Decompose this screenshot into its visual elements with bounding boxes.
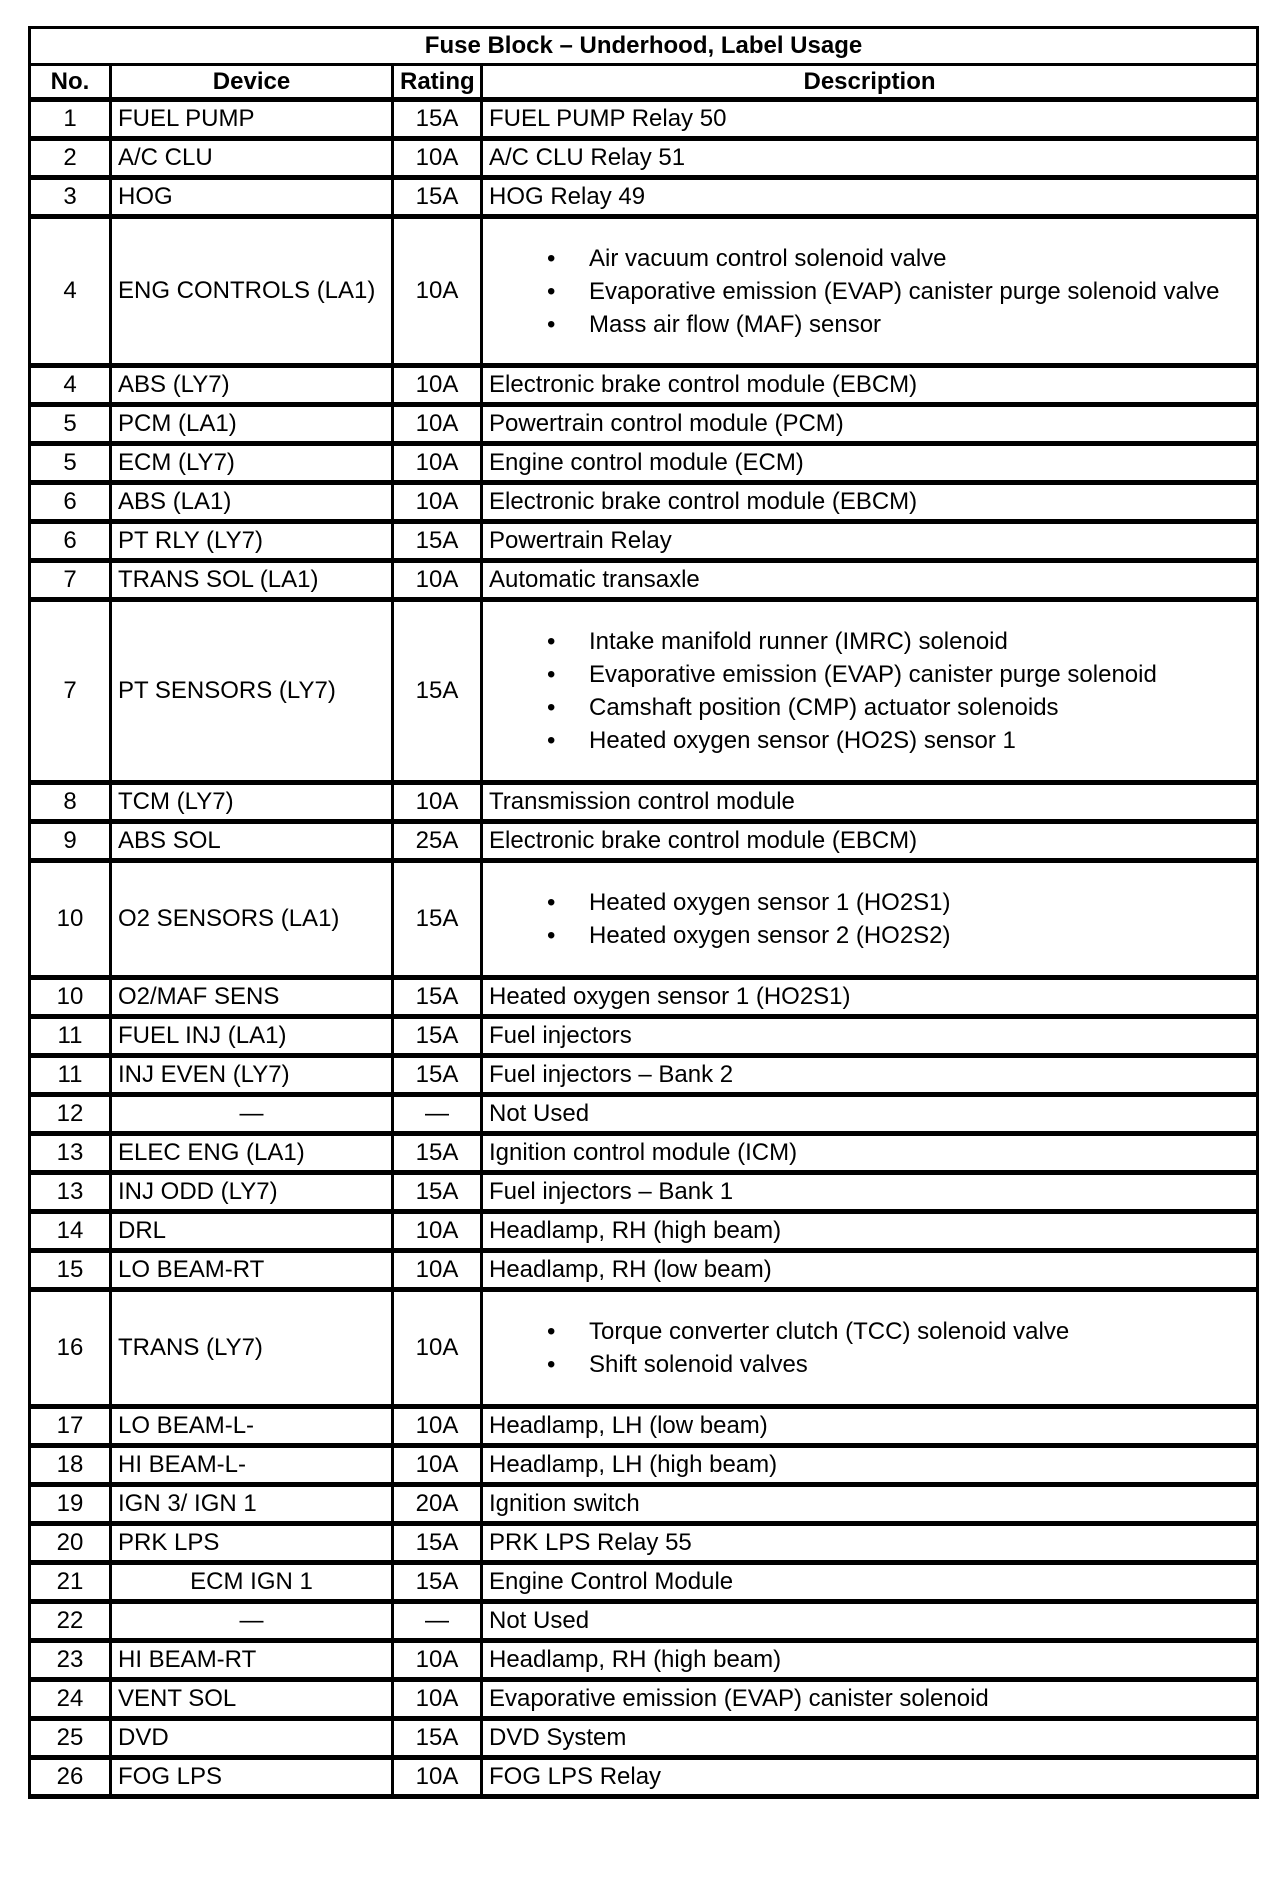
fuse-number: 7: [30, 600, 111, 783]
fuse-number: 11: [30, 1056, 111, 1095]
fuse-number: 12: [30, 1095, 111, 1134]
fuse-description: Electronic brake control module (EBCM): [482, 366, 1258, 405]
fuse-number: 25: [30, 1719, 111, 1758]
fuse-number: 8: [30, 783, 111, 822]
fuse-table-body: [30, 100, 1258, 1797]
fuse-number: 10: [30, 861, 111, 978]
table-row: [30, 405, 1258, 444]
fuse-device: PT RLY (LY7): [111, 522, 393, 561]
fuse-description: Headlamp, RH (low beam): [482, 1251, 1258, 1290]
table-row: [30, 1407, 1258, 1446]
table-row: [30, 522, 1258, 561]
table-row: [30, 783, 1258, 822]
fuse-number: 10: [30, 978, 111, 1017]
fuse-rating: —: [393, 1095, 482, 1134]
description-bullet-item: • Heated oxygen sensor 1 (HO2S1): [489, 886, 1250, 919]
table-row: [30, 483, 1258, 522]
fuse-number: 14: [30, 1212, 111, 1251]
fuse-rating: 15A: [393, 978, 482, 1017]
table-row: [30, 1056, 1258, 1095]
fuse-number: 4: [30, 366, 111, 405]
fuse-number: 13: [30, 1134, 111, 1173]
fuse-description: Ignition control module (ICM): [482, 1134, 1258, 1173]
fuse-rating: 20A: [393, 1485, 482, 1524]
fuse-rating: 10A: [393, 483, 482, 522]
table-row: [30, 1485, 1258, 1524]
fuse-rating: 10A: [393, 1251, 482, 1290]
description-bullet-list: [489, 242, 1250, 341]
fuse-rating: 10A: [393, 366, 482, 405]
fuse-rating: 10A: [393, 1758, 482, 1797]
fuse-rating: 15A: [393, 861, 482, 978]
description-bullet-item: • Air vacuum control solenoid valve: [489, 242, 1250, 275]
table-row: [30, 1563, 1258, 1602]
fuse-rating: —: [393, 1602, 482, 1641]
table-row: [30, 1095, 1258, 1134]
table-row: [30, 1602, 1258, 1641]
description-bullet-item: • Torque converter clutch (TCC) solenoid valve: [489, 1315, 1250, 1348]
fuse-number: 7: [30, 561, 111, 600]
fuse-device: HOG: [111, 178, 393, 217]
fuse-device: TCM (LY7): [111, 783, 393, 822]
fuse-rating: 15A: [393, 600, 482, 783]
fuse-device: A/C CLU: [111, 139, 393, 178]
fuse-device: O2 SENSORS (LA1): [111, 861, 393, 978]
fuse-description: Fuel injectors – Bank 2: [482, 1056, 1258, 1095]
description-bullet-item: • Camshaft position (CMP) actuator solenoids: [489, 691, 1250, 724]
table-row: [30, 100, 1258, 139]
fuse-description: Heated oxygen sensor 1 (HO2S1): [482, 978, 1258, 1017]
table-row: [30, 139, 1258, 178]
description-bullet-list: [489, 886, 1250, 952]
table-row: [30, 561, 1258, 600]
description-bullet-item: • Shift solenoid valves: [489, 1348, 1250, 1381]
fuse-rating: 15A: [393, 1056, 482, 1095]
fuse-device: PT SENSORS (LY7): [111, 600, 393, 783]
header-row: [30, 65, 1258, 100]
table-row: [30, 1173, 1258, 1212]
fuse-number: 5: [30, 444, 111, 483]
fuse-device: HI BEAM-RT: [111, 1641, 393, 1680]
table-row: [30, 1290, 1258, 1407]
fuse-rating: 10A: [393, 1407, 482, 1446]
fuse-rating: 15A: [393, 1563, 482, 1602]
fuse-device: ABS (LY7): [111, 366, 393, 405]
fuse-rating: 10A: [393, 1212, 482, 1251]
fuse-description: [482, 600, 1258, 783]
description-bullet-item: • Evaporative emission (EVAP) canister purge solenoid: [489, 658, 1250, 691]
table-row: [30, 217, 1258, 366]
fuse-rating: 15A: [393, 1719, 482, 1758]
table-row: [30, 1524, 1258, 1563]
fuse-number: 15: [30, 1251, 111, 1290]
fuse-description: [482, 1290, 1258, 1407]
table-row: [30, 1134, 1258, 1173]
table-row: [30, 366, 1258, 405]
fuse-description: Engine control module (ECM): [482, 444, 1258, 483]
fuse-description: Engine Control Module: [482, 1563, 1258, 1602]
fuse-device: INJ EVEN (LY7): [111, 1056, 393, 1095]
description-bullet-list: [489, 1315, 1250, 1381]
fuse-device: ENG CONTROLS (LA1): [111, 217, 393, 366]
description-bullet-item: • Intake manifold runner (IMRC) solenoid: [489, 625, 1250, 658]
fuse-description: Headlamp, LH (low beam): [482, 1407, 1258, 1446]
fuse-rating: 10A: [393, 1446, 482, 1485]
fuse-number: 21: [30, 1563, 111, 1602]
table-row: [30, 1758, 1258, 1797]
fuse-number: 19: [30, 1485, 111, 1524]
fuse-description: Fuel injectors – Bank 1: [482, 1173, 1258, 1212]
table-row: [30, 1641, 1258, 1680]
fuse-device: —: [111, 1602, 393, 1641]
fuse-description: Fuel injectors: [482, 1017, 1258, 1056]
fuse-description: Headlamp, RH (high beam): [482, 1641, 1258, 1680]
fuse-number: 13: [30, 1173, 111, 1212]
fuse-device: FOG LPS: [111, 1758, 393, 1797]
fuse-rating: 10A: [393, 1290, 482, 1407]
fuse-device: LO BEAM-L-: [111, 1407, 393, 1446]
table-row: [30, 1719, 1258, 1758]
fuse-description: [482, 217, 1258, 366]
fuse-rating: 15A: [393, 522, 482, 561]
fuse-number: 24: [30, 1680, 111, 1719]
table-row: [30, 822, 1258, 861]
fuse-device: DVD: [111, 1719, 393, 1758]
column-header-rating: Rating: [393, 65, 482, 100]
description-bullet-item: • Mass air flow (MAF) sensor: [489, 308, 1250, 341]
fuse-description: [482, 861, 1258, 978]
fuse-description: FOG LPS Relay: [482, 1758, 1258, 1797]
fuse-description: Powertrain control module (PCM): [482, 405, 1258, 444]
fuse-description: Headlamp, LH (high beam): [482, 1446, 1258, 1485]
table-row: [30, 1446, 1258, 1485]
fuse-description: Headlamp, RH (high beam): [482, 1212, 1258, 1251]
fuse-number: 11: [30, 1017, 111, 1056]
fuse-device: PRK LPS: [111, 1524, 393, 1563]
table-row: [30, 1251, 1258, 1290]
fuse-description: HOG Relay 49: [482, 178, 1258, 217]
fuse-number: 6: [30, 522, 111, 561]
fuse-rating: 10A: [393, 139, 482, 178]
fuse-number: 9: [30, 822, 111, 861]
table-row: [30, 978, 1258, 1017]
fuse-number: 18: [30, 1446, 111, 1485]
fuse-description: Transmission control module: [482, 783, 1258, 822]
fuse-number: 17: [30, 1407, 111, 1446]
fuse-number: 22: [30, 1602, 111, 1641]
fuse-device: —: [111, 1095, 393, 1134]
description-bullet-list: [489, 625, 1250, 757]
column-header-no: No.: [30, 65, 111, 100]
table-row: [30, 444, 1258, 483]
fuse-description: A/C CLU Relay 51: [482, 139, 1258, 178]
fuse-device: O2/MAF SENS: [111, 978, 393, 1017]
fuse-device: FUEL INJ (LA1): [111, 1017, 393, 1056]
fuse-rating: 10A: [393, 444, 482, 483]
fuse-number: 5: [30, 405, 111, 444]
fuse-table: [28, 26, 1259, 1799]
fuse-rating: 10A: [393, 783, 482, 822]
table-row: [30, 1017, 1258, 1056]
table-row: [30, 861, 1258, 978]
fuse-number: 23: [30, 1641, 111, 1680]
fuse-rating: 10A: [393, 1641, 482, 1680]
fuse-device: FUEL PUMP: [111, 100, 393, 139]
fuse-number: 20: [30, 1524, 111, 1563]
fuse-description: Electronic brake control module (EBCM): [482, 822, 1258, 861]
description-bullet-item: • Heated oxygen sensor (HO2S) sensor 1: [489, 724, 1250, 757]
description-bullet-item: • Evaporative emission (EVAP) canister purge solenoid valve: [489, 275, 1250, 308]
fuse-device: DRL: [111, 1212, 393, 1251]
fuse-device: PCM (LA1): [111, 405, 393, 444]
fuse-description: Not Used: [482, 1095, 1258, 1134]
fuse-device: IGN 3/ IGN 1: [111, 1485, 393, 1524]
fuse-device: ABS (LA1): [111, 483, 393, 522]
column-header-device: Device: [111, 65, 393, 100]
table-title: Fuse Block – Underhood, Label Usage: [30, 28, 1258, 65]
fuse-rating: 15A: [393, 100, 482, 139]
fuse-device: VENT SOL: [111, 1680, 393, 1719]
fuse-number: 6: [30, 483, 111, 522]
fuse-description: Not Used: [482, 1602, 1258, 1641]
title-row: [30, 28, 1258, 65]
fuse-rating: 10A: [393, 217, 482, 366]
fuse-description: FUEL PUMP Relay 50: [482, 100, 1258, 139]
fuse-rating: 25A: [393, 822, 482, 861]
description-bullet-item: • Heated oxygen sensor 2 (HO2S2): [489, 919, 1250, 952]
fuse-device: ECM (LY7): [111, 444, 393, 483]
fuse-number: 3: [30, 178, 111, 217]
table-row: [30, 1212, 1258, 1251]
table-row: [30, 1680, 1258, 1719]
fuse-description: PRK LPS Relay 55: [482, 1524, 1258, 1563]
fuse-number: 2: [30, 139, 111, 178]
table-row: [30, 600, 1258, 783]
table-row: [30, 178, 1258, 217]
fuse-rating: 10A: [393, 1680, 482, 1719]
fuse-number: 4: [30, 217, 111, 366]
fuse-description: Electronic brake control module (EBCM): [482, 483, 1258, 522]
fuse-description: Evaporative emission (EVAP) canister solenoid: [482, 1680, 1258, 1719]
fuse-number: 16: [30, 1290, 111, 1407]
fuse-rating: 15A: [393, 1134, 482, 1173]
fuse-device: TRANS (LY7): [111, 1290, 393, 1407]
fuse-number: 26: [30, 1758, 111, 1797]
fuse-description: Ignition switch: [482, 1485, 1258, 1524]
column-header-description: Description: [482, 65, 1258, 100]
fuse-device: HI BEAM-L-: [111, 1446, 393, 1485]
fuse-rating: 10A: [393, 405, 482, 444]
fuse-device: ECM IGN 1: [111, 1563, 393, 1602]
fuse-rating: 15A: [393, 178, 482, 217]
fuse-description: Automatic transaxle: [482, 561, 1258, 600]
fuse-device: INJ ODD (LY7): [111, 1173, 393, 1212]
fuse-device: TRANS SOL (LA1): [111, 561, 393, 600]
fuse-number: 1: [30, 100, 111, 139]
fuse-device: ABS SOL: [111, 822, 393, 861]
fuse-description: DVD System: [482, 1719, 1258, 1758]
fuse-rating: 15A: [393, 1173, 482, 1212]
fuse-rating: 15A: [393, 1017, 482, 1056]
fuse-device: LO BEAM-RT: [111, 1251, 393, 1290]
fuse-description: Powertrain Relay: [482, 522, 1258, 561]
fuse-rating: 10A: [393, 561, 482, 600]
fuse-rating: 15A: [393, 1524, 482, 1563]
fuse-device: ELEC ENG (LA1): [111, 1134, 393, 1173]
